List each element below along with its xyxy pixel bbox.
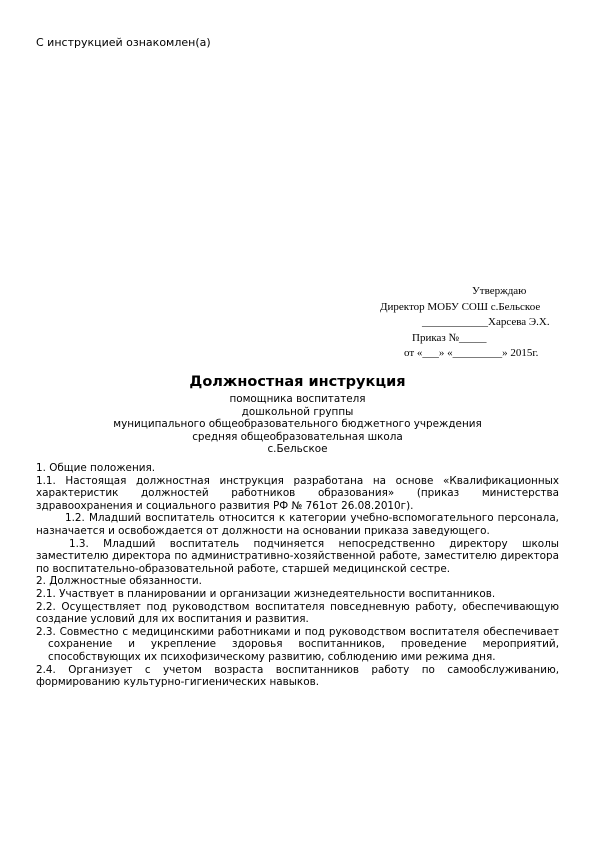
subtitle-position: помощника воспитателя	[229, 393, 366, 405]
document-subtitle	[0, 393, 595, 456]
paragraph-1-3: 1.3. Младший воспитатель подчиняется непосредственно директору школы заместителю директора по административно-хозяйственной работе, заместителю директора по воспитательно-образовательной работе, старшей медицинской сестре.	[36, 537, 559, 575]
subtitle-group: дошкольной группы	[241, 405, 354, 418]
paragraph-2-1: 2.1. Участвует в планировании и организации жизнедеятельности воспитанников.	[36, 587, 496, 600]
section-heading-general: 1. Общие положения.	[36, 462, 156, 474]
subtitle-school: средняя общеобразовательная школа	[192, 430, 403, 443]
paragraph-2-4: 2.4. Организует с учетом возраста воспитанников работу по самообслуживанию, формированию культурно-гигиенических навыков.	[36, 663, 559, 689]
subtitle-village: с.Бельское	[267, 443, 328, 455]
paragraph-1-1: 1.1. Настоящая должностная инструкция разработана на основе «Квалификационных характеристик должностей работников образования» (приказ министерства здравоохранения и социального развития РФ № 761от 26.08.2010г).	[36, 474, 559, 512]
document-body	[36, 462, 559, 689]
approval-director: Директор МОБУ СОШ с.Бельское	[380, 300, 541, 313]
paragraph-1-2: 1.2. Младший воспитатель относится к категории учебно-вспомогательного персонала, назначается и освобождается от должности на основании приказа заведующего.	[36, 512, 559, 537]
section-heading-duties: 2. Должностные обязанности.	[36, 575, 202, 588]
paragraph-2-2: 2.2. Осуществляет под руководством воспитателя повседневную работу, обеспечивающую создание условий для их воспитания и развития.	[36, 600, 559, 626]
acknowledgement-line: С инструкцией ознакомлен(а)	[36, 36, 211, 49]
document-title: Должностная инструкция	[189, 374, 406, 390]
approval-date: от «___» «_________» 2015г.	[404, 347, 539, 359]
subtitle-institution: муниципального общеобразовательного бюджетного учреждения	[113, 418, 482, 430]
approval-block	[370, 284, 570, 362]
approval-order-number: Приказ №_____	[412, 331, 487, 344]
approval-title: Утверждаю	[472, 285, 527, 297]
paragraph-2-3: 2.3. Совместно с медицинскими работниками и под руководством воспитателя обеспечивает сохранение и укрепление здоровья воспитанников, проведение мероприятий, способствующих их психофизическому развитию, соблюдению ими режима дня.	[36, 625, 559, 663]
approval-signature-line: ____________Харсева Э.Х.	[422, 316, 550, 328]
